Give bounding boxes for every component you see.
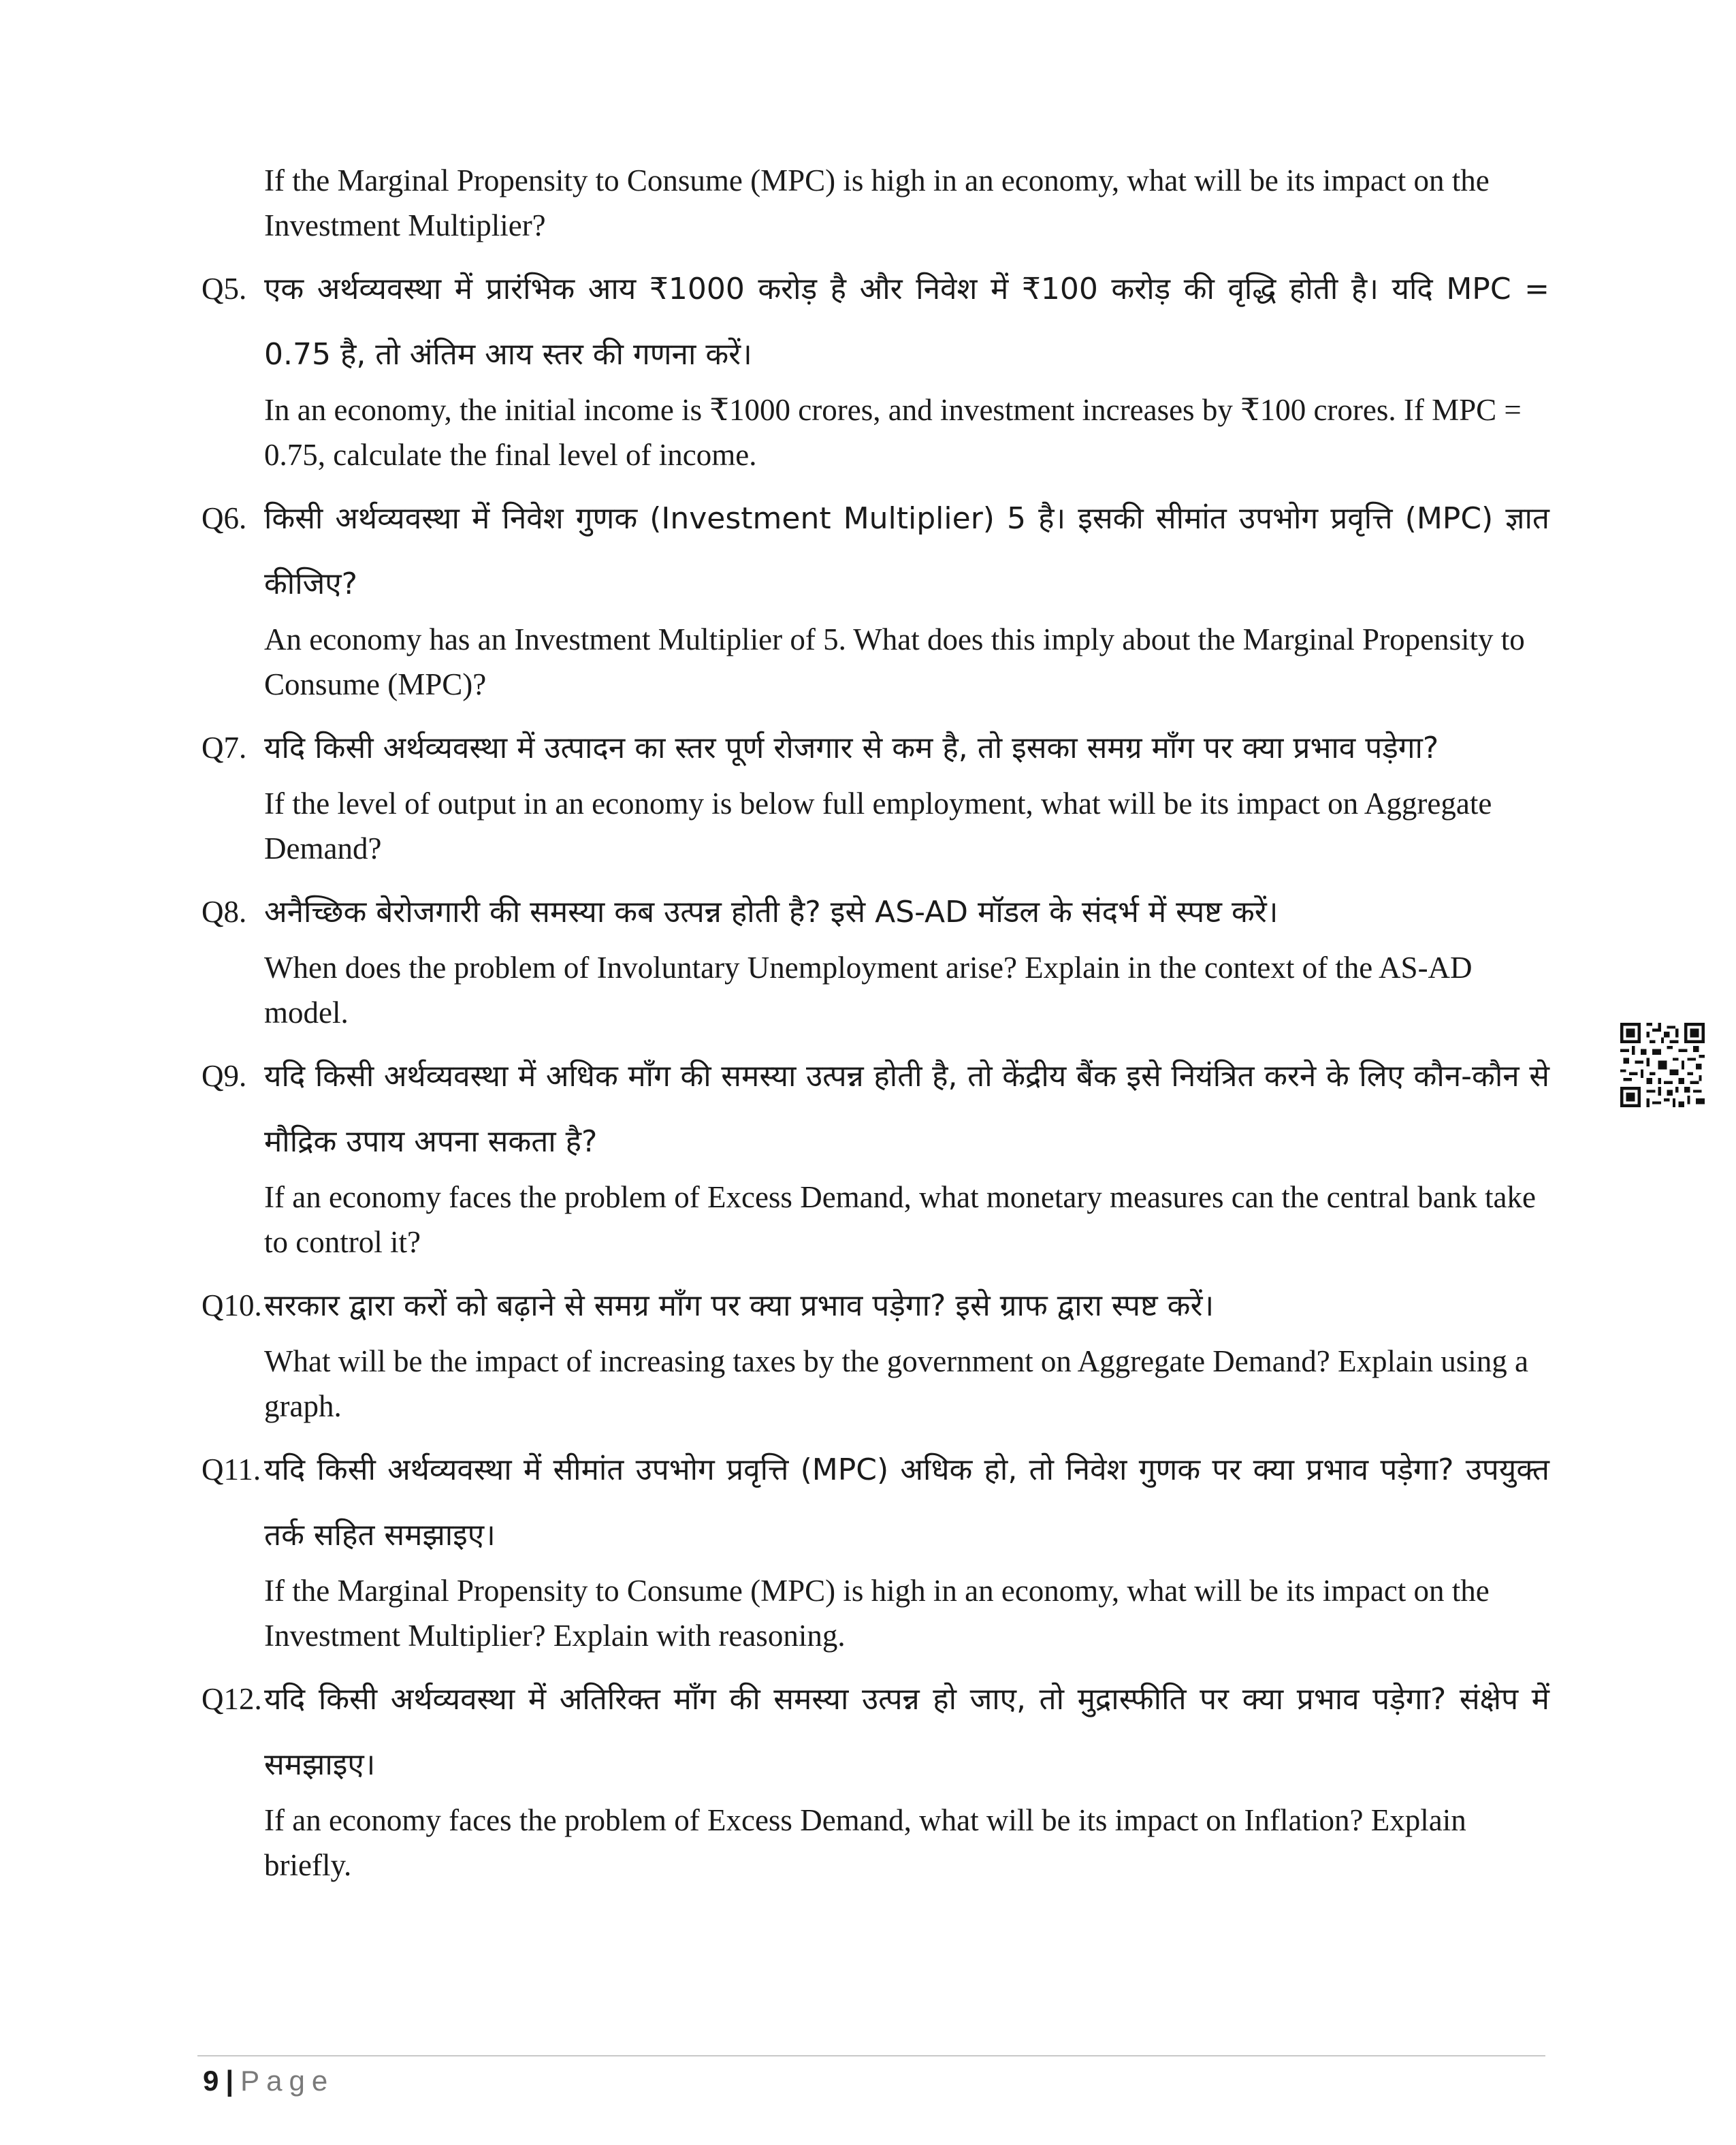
question-hindi: अनैच्छिक बेरोजगारी की समस्या कब उत्पन्न होती है? इसे AS-AD मॉडल के संदर्भ में स्पष्ट करें। bbox=[264, 895, 1279, 930]
page-number: 9 bbox=[203, 2065, 219, 2097]
question-hindi: किसी अर्थव्यवस्था में निवेश गुणक (Investment Multiplier) 5 है। इसकी सीमांत उपभोग प्रवृत्ति (MPC) ज्ञात कीजिए? bbox=[264, 501, 1549, 601]
question-q10 bbox=[202, 1273, 1549, 1429]
question-number: Q5. bbox=[202, 272, 247, 306]
question-english: If an economy faces the problem of Excess Demand, what will be its impact on Inflation? Explain briefly. bbox=[264, 1803, 1466, 1882]
question-q9 bbox=[202, 1043, 1549, 1265]
question-q5 bbox=[202, 256, 1549, 477]
question-hindi: एक अर्थव्यवस्था में प्रारंभिक आय ₹1000 करोड़ है और निवेश में ₹100 करोड़ की वृद्धि होती है। यदि MPC = 0.75 है, तो अंतिम आय स्तर की गणना करें। bbox=[264, 272, 1549, 372]
question-english: An economy has an Investment Multiplier of 5. What does this imply about the Marginal Propensity to Consume (MPC)? bbox=[264, 622, 1525, 701]
question-number: Q12. bbox=[202, 1682, 262, 1716]
question-english: In an economy, the initial income is ₹1000 crores, and investment increases by ₹100 crores. If MPC = 0.75, calculate the final level of income. bbox=[264, 393, 1522, 472]
question-number: Q6. bbox=[202, 501, 247, 535]
question-number: Q9. bbox=[202, 1059, 247, 1093]
question-number: Q7. bbox=[202, 731, 247, 765]
question-hindi: यदि किसी अर्थव्यवस्था में सीमांत उपभोग प्रवृत्ति (MPC) अधिक हो, तो निवेश गुणक पर क्या प्रभाव पड़ेगा? उपयुक्त तर्क सहित समझाइए। bbox=[264, 1452, 1549, 1553]
question-list bbox=[202, 158, 1549, 1896]
qr-code-icon bbox=[1620, 1023, 1705, 1107]
footer-divider bbox=[197, 2055, 1545, 2056]
page-footer bbox=[203, 2063, 334, 2099]
question-number: Q8. bbox=[202, 895, 247, 929]
question-q12 bbox=[202, 1666, 1549, 1888]
question-english: If an economy faces the problem of Excess Demand, what monetary measures can the central bank take to control it? bbox=[264, 1180, 1536, 1259]
question-hindi: सरकार द्वारा करों को बढ़ाने से समग्र माँग पर क्या प्रभाव पड़ेगा? इसे ग्राफ द्वारा स्पष्ट करें। bbox=[264, 1288, 1215, 1323]
question-hindi: यदि किसी अर्थव्यवस्था में अधिक माँग की समस्या उत्पन्न होती है, तो केंद्रीय बैंक इसे नियंत्रित करने के लिए कौन-कौन से मौद्रिक उपाय अपना सकता है? bbox=[264, 1059, 1549, 1159]
question-hindi: यदि किसी अर्थव्यवस्था में अतिरिक्त माँग की समस्या उत्पन्न हो जाए, तो मुद्रास्फीति पर क्या प्रभाव पड़ेगा? संक्षेप में समझाइए। bbox=[264, 1682, 1549, 1782]
page-separator: | bbox=[225, 2065, 234, 2097]
question-english: What will be the impact of increasing taxes by the government on Aggregate Demand? Explain using a graph. bbox=[264, 1344, 1528, 1423]
question-number: Q11. bbox=[202, 1452, 261, 1487]
lead-in-english: If the Marginal Propensity to Consume (MPC) is high in an economy, what will be its impact on the Investment Multiplier? bbox=[264, 163, 1490, 242]
question-q6 bbox=[202, 486, 1549, 707]
question-q8 bbox=[202, 879, 1549, 1035]
question-number: Q10. bbox=[202, 1288, 262, 1322]
question-english: If the level of output in an economy is below full employment, what will be its impact on Aggregate Demand? bbox=[264, 786, 1492, 865]
question-english: When does the problem of Involuntary Unemployment arise? Explain in the context of the AS-AD model. bbox=[264, 951, 1473, 1030]
page-label: Page bbox=[240, 2065, 335, 2097]
question-q7 bbox=[202, 715, 1549, 871]
question-hindi: यदि किसी अर्थव्यवस्था में उत्पादन का स्तर पूर्ण रोजगार से कम है, तो इसका समग्र माँग पर क्या प्रभाव पड़ेगा? bbox=[264, 731, 1439, 765]
question-q11 bbox=[202, 1437, 1549, 1658]
question-english: If the Marginal Propensity to Consume (MPC) is high in an economy, what will be its impact on the Investment Multiplier? Explain with reasoning. bbox=[264, 1574, 1490, 1653]
